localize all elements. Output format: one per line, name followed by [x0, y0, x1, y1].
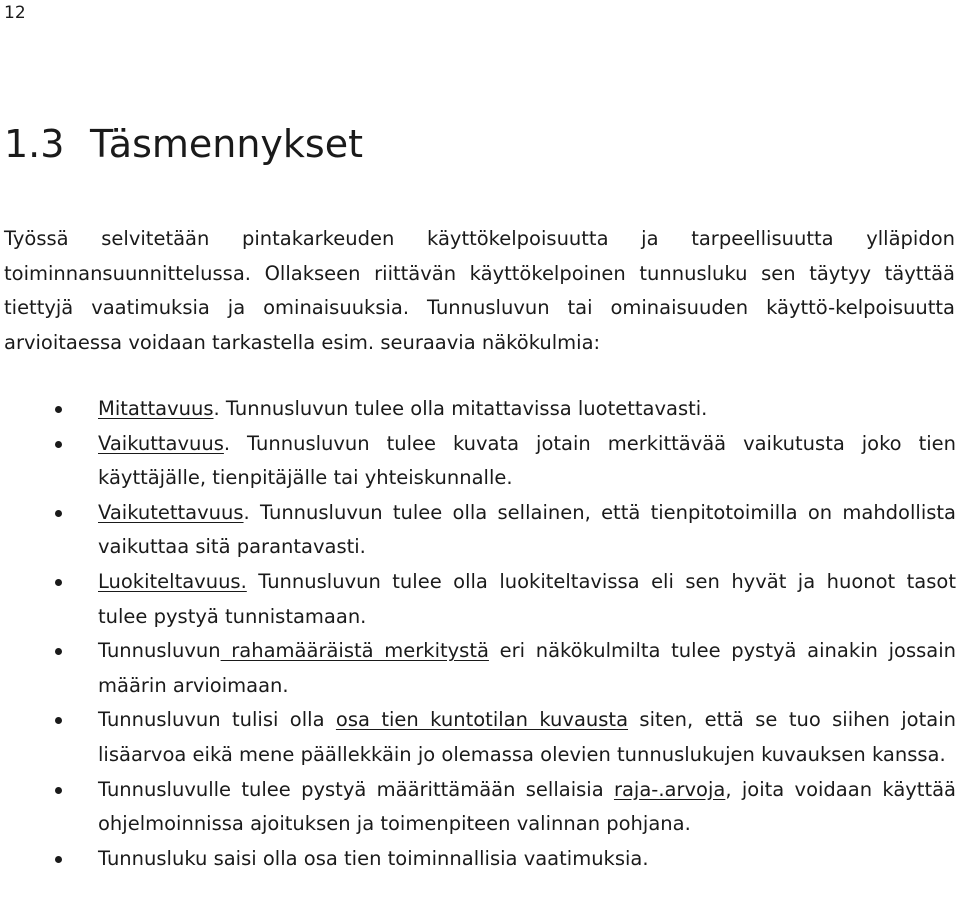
- section-title: Täsmennykset: [90, 122, 363, 166]
- list-item-kuntotila: [0, 703, 960, 772]
- list-item-mitattavuus: [0, 392, 960, 427]
- bullet-icon: [55, 856, 62, 863]
- bullet-icon: [55, 648, 62, 655]
- underlined-phrase: rahamääräistä merkitystä: [220, 639, 489, 663]
- page-number: 12: [4, 3, 26, 23]
- term-label: Vaikuttavuus: [98, 431, 224, 455]
- item-text: Tunnusluku saisi olla osa tien toiminnallisia vaatimuksia.: [98, 846, 649, 870]
- section-heading: [4, 118, 363, 170]
- intro-paragraph: Työssä selvitetään pintakarkeuden käyttökelpoisuutta ja tarpeellisuutta ylläpidon toiminnansuunnittelussa. Ollakseen riittävän käyttökelpoinen tunnusluku sen täytyy täyttää tiettyjä vaatimuksia ja ominaisuuksia. Tunnusluvun tai ominaisuuden käyttö-kelpoisuutta arvioitaessa voidaan tarkastella esim. seuraavia näkökulmia:: [4, 227, 955, 354]
- item-text: . Tunnusluvun tulee olla mitattavissa luotettavasti.: [213, 397, 708, 420]
- list-item-rahamaarainen: [0, 634, 960, 703]
- list-item-raja-arvot: [0, 773, 960, 842]
- item-text-end: , joita voidaan käyttää ohjelmoinnissa ajoituksen ja toimenpiteen valinnan pohjana.: [98, 777, 956, 836]
- bullet-icon: [55, 717, 62, 724]
- item-text-start: Tunnusluvun tulisi olla: [98, 708, 336, 732]
- criteria-list: [0, 392, 960, 876]
- section-number: 1.3: [4, 122, 65, 166]
- item-text-start: Tunnusluvun: [98, 639, 221, 663]
- list-item-luokiteltavuus: [0, 565, 960, 634]
- bullet-icon: [55, 406, 62, 413]
- item-text-start: Tunnusluvulle tulee pystyä määrittämään sellaisia: [98, 777, 614, 801]
- underlined-phrase: raja-.arvoja: [613, 777, 726, 801]
- term-label: Mitattavuus: [98, 397, 214, 420]
- bullet-icon: [55, 441, 62, 448]
- item-text-end: eri näkökulmilta tulee pystyä ainakin jossain määrin arvioimaan.: [98, 639, 956, 697]
- underlined-phrase: osa tien kuntotilan kuvausta: [335, 708, 629, 732]
- item-text-end: siten, että se tuo siihen jotain lisäarvoa eikä mene päällekkäin jo olemassa olevien tunnuslukujen kuvauksen kanssa.: [98, 708, 956, 766]
- item-text: Tunnusluvun tulee olla luokiteltavissa eli sen hyvät ja huonot tasot tulee pystyä tunnistamaan.: [98, 569, 956, 628]
- term-label: Vaikutettavuus: [98, 500, 244, 524]
- bullet-icon: [55, 579, 62, 586]
- bullet-icon: [55, 510, 62, 517]
- list-item-vaikutettavuus: [0, 496, 960, 565]
- term-label: Luokiteltavuus.: [98, 569, 247, 593]
- list-item-toiminnalliset: [0, 842, 960, 877]
- item-text: . Tunnusluvun tulee olla sellainen, että tienpitotoimilla on mahdollista vaikuttaa sitä parantavasti.: [98, 500, 956, 559]
- item-text: . Tunnusluvun tulee kuvata jotain merkittävää vaikutusta joko tien käyttäjälle, tienpitäjälle tai yhteiskunnalle.: [98, 431, 956, 490]
- bullet-icon: [55, 787, 62, 794]
- list-item-vaikuttavuus: [0, 427, 960, 496]
